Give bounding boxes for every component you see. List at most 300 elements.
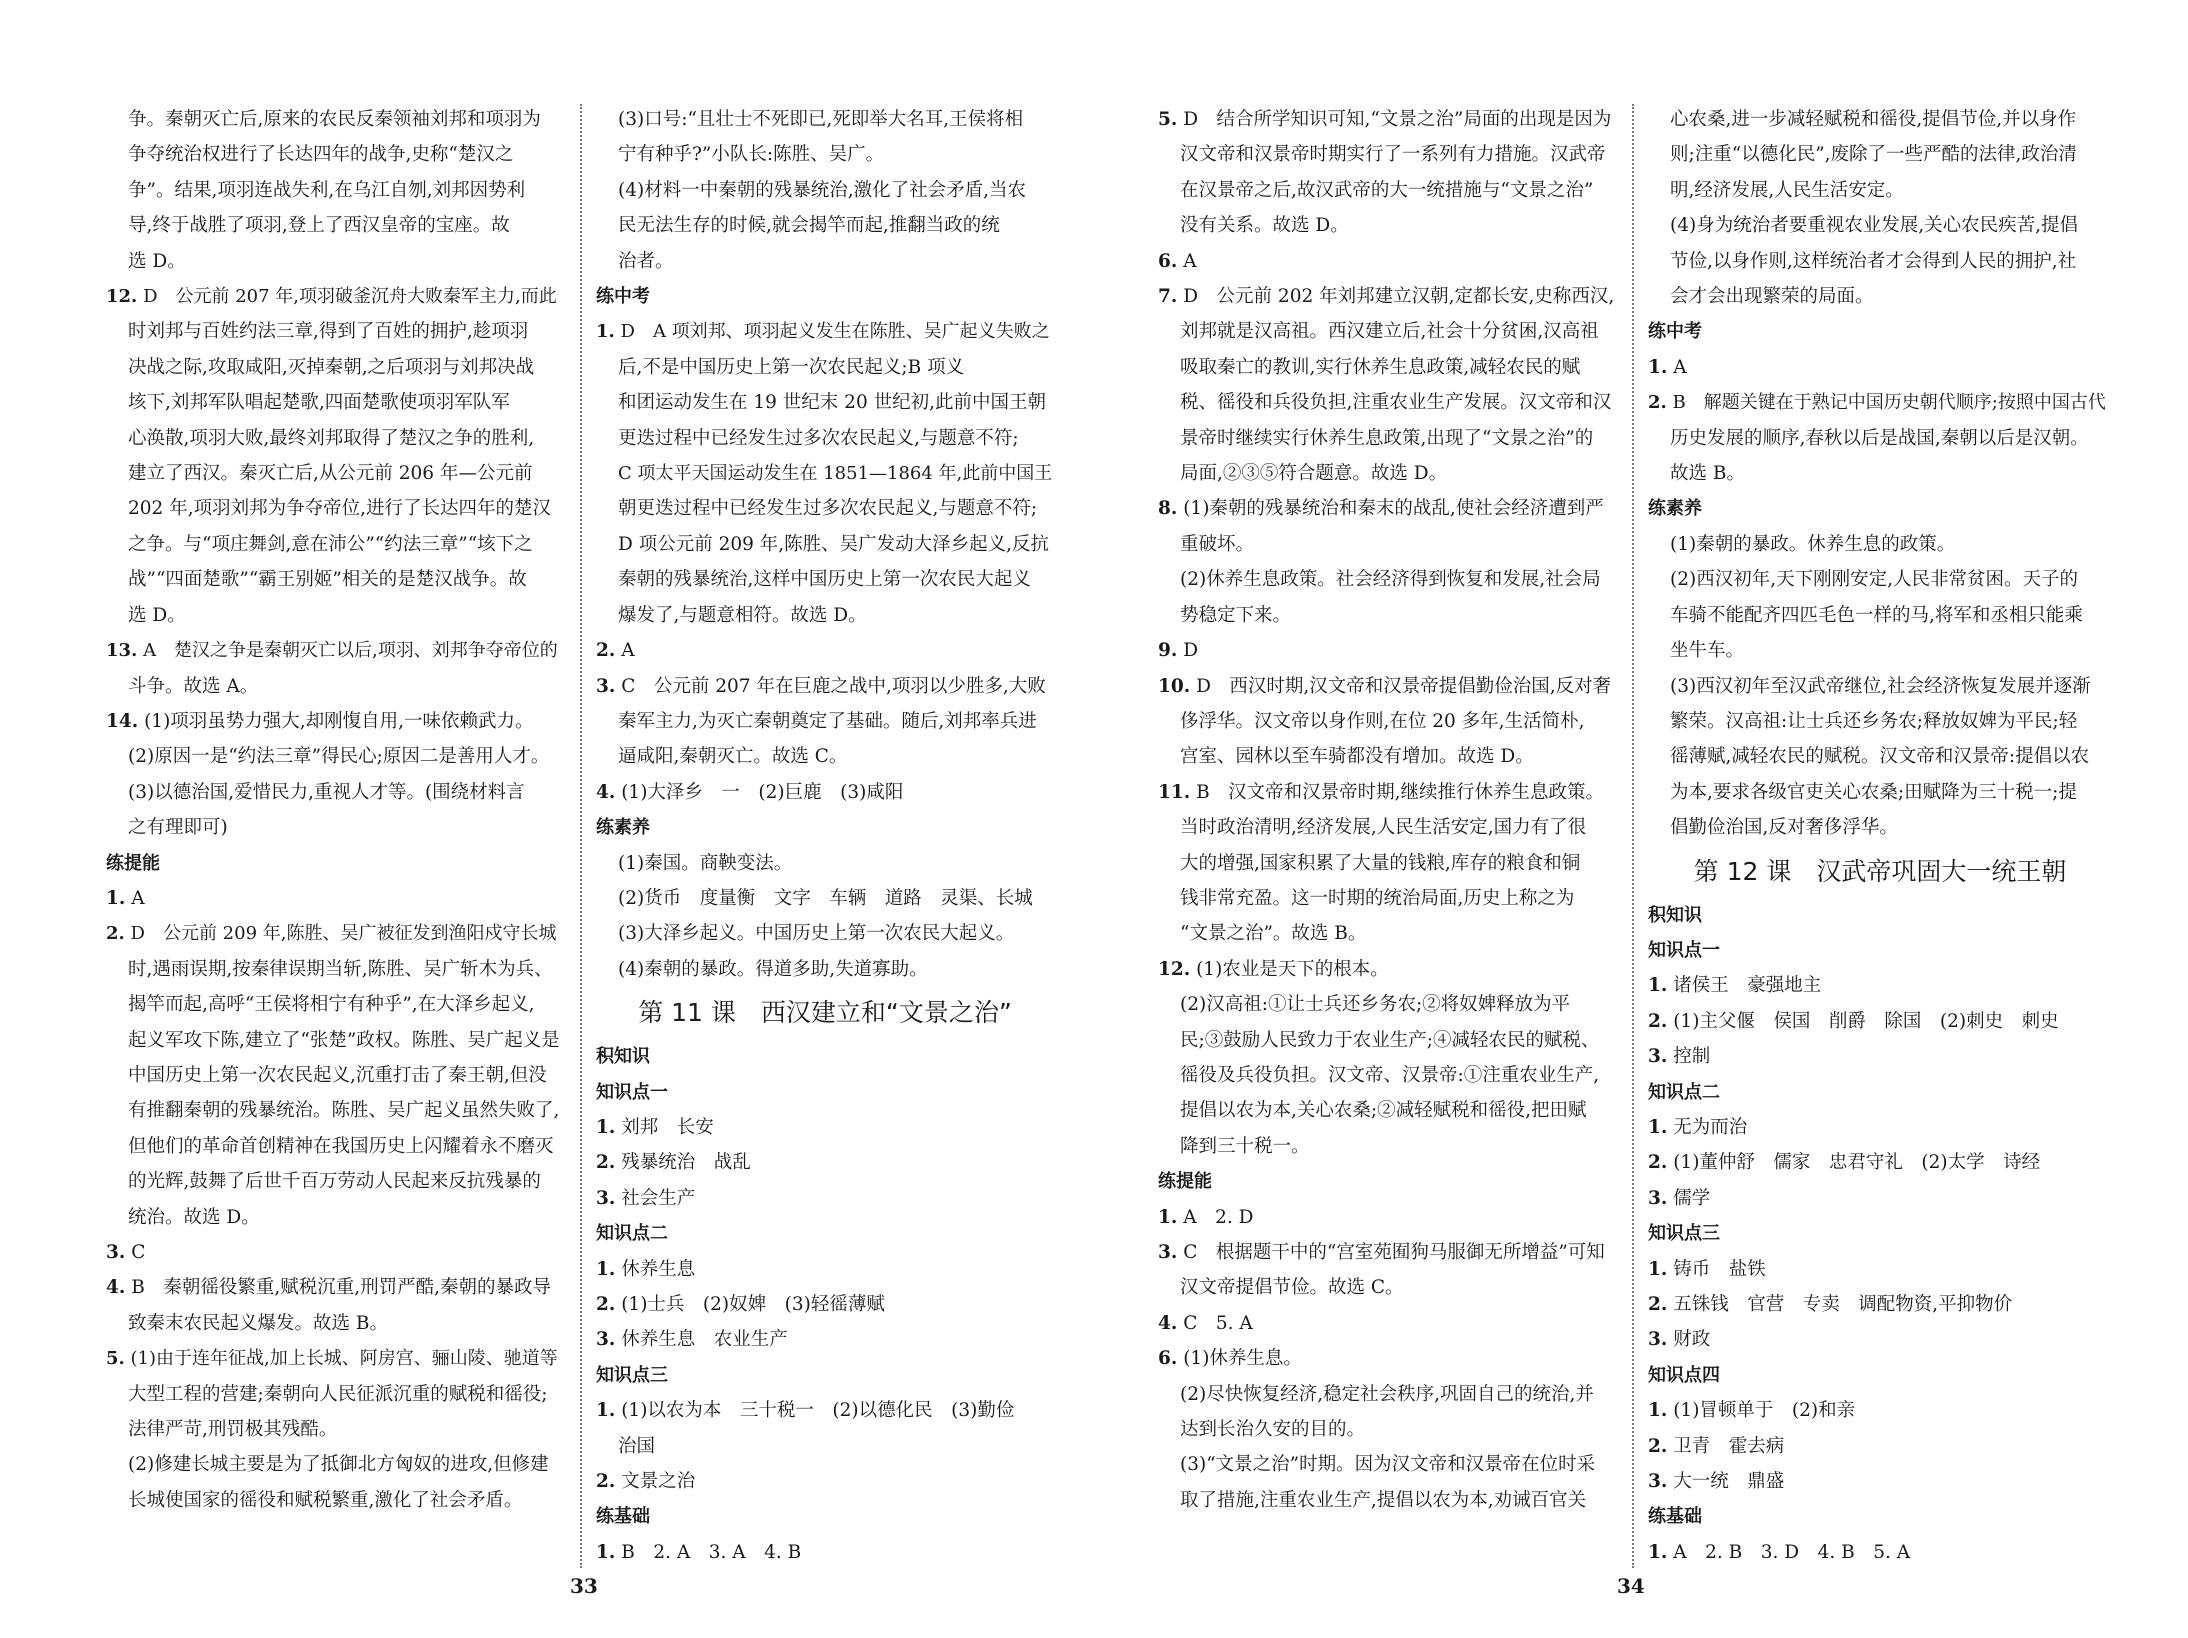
item-number: 1.: [1648, 1400, 1668, 1422]
answer-text: (3)口号:“且壮士不死即已,死即举大名耳,王侯将相: [618, 109, 1024, 130]
answer-text: (1)秦朝的残暴统治和秦末的战乱,使社会经济遭到严: [1183, 498, 1604, 520]
item-number: 3.: [596, 1329, 616, 1351]
answer-text: 卫青 霍去病: [1673, 1435, 1785, 1457]
answer-line: [106, 1483, 564, 1518]
answer-line: [1158, 350, 1616, 385]
answer-line: [1158, 1093, 1616, 1128]
item-number: 3.: [106, 1242, 126, 1263]
answer-text: 则;注重“以德化民”,废除了一些严酷的法律,政治清: [1670, 144, 2077, 166]
answer-text: 治者。: [618, 250, 674, 272]
answer-line: [596, 527, 1054, 562]
item-number: 5.: [1158, 109, 1178, 130]
answer-item: [106, 916, 564, 951]
item-number: 2.: [596, 1471, 616, 1493]
answer-line: [1648, 137, 2112, 172]
answer-text: 时,遇雨误期,按秦律误期当斩,陈胜、吴广斩木为兵、: [128, 958, 553, 980]
answer-text: 车骑不能配齐四匹毛色一样的马,将军和丞相只能乘: [1670, 604, 2083, 626]
answer-text: 节俭,以身作则,这样统治者才会得到人民的拥护,社: [1670, 250, 2077, 272]
answer-text: (2)西汉初年,天下刚刚安定,人民非常贫困。天子的: [1670, 569, 2078, 591]
answer-text: 为本,要求各级官吏关心农桑;田赋降为三十税一;提: [1670, 781, 2077, 803]
item-number: 1.: [1648, 975, 1668, 997]
answer-line: [106, 739, 564, 774]
answer-line: [106, 527, 564, 562]
answer-text: 徭薄赋,减轻农民的赋税。汉文帝和汉景帝:提倡以农: [1670, 746, 2090, 768]
answer-text: (3)大泽乡起义。中国历史上第一次农民大起义。: [618, 923, 1015, 945]
item-number: 1.: [106, 887, 126, 909]
answer-text: 明,经济发展,人民生活安定。: [1670, 179, 1904, 201]
item-number: 13.: [106, 640, 138, 662]
answer-line: [1158, 421, 1616, 456]
answer-text: 统治。故选 D。: [128, 1206, 260, 1228]
answer-item: [596, 1252, 1054, 1287]
item-number: 1.: [1158, 1206, 1178, 1228]
section-heading: 练提能: [106, 852, 160, 874]
item-number: 2.: [596, 1152, 616, 1174]
answer-text: (2)修建长城主要是为了抵御北方匈奴的进攻,但修建: [128, 1454, 549, 1476]
answer-item: [106, 1235, 564, 1270]
answer-text: 法律严苛,刑罚极其残酷。: [128, 1419, 338, 1441]
answer-line: [596, 421, 1054, 456]
answer-line: [1158, 527, 1616, 562]
answer-line: [596, 137, 1054, 172]
answer-text: (2)原因一是“约法三章”得民心;原因二是善用人才。: [128, 746, 550, 768]
answer-line: [596, 739, 1054, 774]
answer-text: 逼咸阳,秦朝灭亡。故选 C。: [618, 746, 848, 768]
answer-text: 垓下,刘邦军队唱起楚歌,四面楚歌使项羽军队军: [128, 392, 510, 414]
answer-text: 但他们的革命首创精神在我国历史上闪耀着永不磨灭: [128, 1135, 554, 1157]
answer-text: A: [621, 640, 635, 662]
answer-text: (1)由于连年征战,加上长城、阿房宫、骊山陵、驰道等: [130, 1348, 558, 1370]
answer-item: [106, 1270, 564, 1305]
answer-line: [1648, 633, 2112, 668]
answer-line: [106, 102, 564, 137]
answer-text: 休养生息 农业生产: [621, 1329, 788, 1351]
answer-text: 无为而治: [1673, 1116, 1748, 1138]
item-number: 2.: [106, 923, 125, 945]
answer-text: 更迭过程中已经发生过多次农民起义,与题意不符;: [618, 427, 1019, 449]
answer-line: [106, 491, 564, 526]
answer-text: 会才会出现繁荣的局面。: [1670, 286, 1874, 308]
answer-line: [1158, 846, 1616, 881]
answer-line: [596, 598, 1054, 633]
answer-line: [1158, 916, 1616, 951]
answer-text: 财政: [1673, 1329, 1711, 1351]
answer-line: [1158, 1058, 1616, 1093]
answer-line: [1158, 810, 1616, 845]
answer-text: 时刘邦与百姓约法三章,得到了百姓的拥护,趁项羽: [128, 321, 529, 343]
answer-text: 残暴统治 战乱: [621, 1152, 751, 1174]
answer-line: [106, 456, 564, 491]
answer-line: [106, 987, 564, 1022]
item-number: 3.: [1648, 1329, 1668, 1351]
section-heading: 知识点一: [596, 1081, 668, 1103]
answer-line: [596, 952, 1054, 987]
answer-line: [1648, 810, 2112, 845]
answer-text: (2)汉高祖:①让士兵还乡务农;②将奴婢释放为平: [1180, 994, 1571, 1016]
answer-item: [1158, 1306, 1616, 1341]
answer-text: 诸侯王 豪强地主: [1673, 975, 1822, 997]
answer-text: 重破坏。: [1180, 533, 1255, 555]
answer-text: 导,终于战胜了项羽,登上了西汉皇帝的宝座。故: [128, 215, 510, 237]
answer-text: 202 年,项羽刘邦为争夺帝位,进行了长达四年的楚汉: [128, 498, 551, 520]
section-heading: 练中考: [1648, 321, 1702, 343]
answer-line: [106, 1164, 564, 1199]
answer-item: [106, 881, 564, 916]
answer-item: [596, 1181, 1054, 1216]
answer-text: 社会生产: [621, 1187, 696, 1209]
answer-text: (1)主父偃 侯国 削爵 除国 (2)刺史 刺史: [1673, 1010, 2059, 1032]
answer-line: [1158, 562, 1616, 597]
item-number: 3.: [1648, 1046, 1668, 1068]
answer-text: (3)以德治国,爱惜民力,重视人才等。(围绕材料言: [128, 781, 525, 803]
answer-line: [596, 385, 1054, 420]
answer-item: [1648, 1287, 2112, 1322]
answer-text: B 2. A 3. A 4. B: [621, 1541, 802, 1563]
answer-item: [106, 633, 564, 668]
answer-line: [596, 916, 1054, 951]
answer-text: (1)农业是天下的根本。: [1196, 958, 1389, 980]
item-number: 3.: [596, 1187, 616, 1209]
answer-line: [596, 1429, 1054, 1464]
answer-item: [596, 1145, 1054, 1180]
item-number: 2.: [1648, 1294, 1668, 1315]
answer-line: [106, 562, 564, 597]
item-number: 5.: [106, 1348, 125, 1370]
answer-line: [106, 1129, 564, 1164]
answer-line: [106, 810, 564, 845]
answer-text: A: [1183, 250, 1197, 272]
answer-line: [1158, 1377, 1616, 1412]
answer-line: [1158, 598, 1616, 633]
answer-line: [1648, 208, 2112, 243]
answer-line: [1158, 1412, 1616, 1447]
answer-text: 钱非常充盈。这一时期的统治局面,历史上称之为: [1180, 887, 1575, 909]
section-heading: 练基础: [1648, 1506, 1702, 1528]
answer-line: [1158, 385, 1616, 420]
item-number: 3.: [1158, 1242, 1178, 1263]
item-number: 1.: [1648, 1541, 1668, 1563]
item-number: 11.: [1158, 781, 1191, 803]
section-heading: 练素养: [1648, 498, 1702, 520]
answer-text: (2)休养生息政策。社会经济得到恢复和发展,社会局: [1180, 569, 1601, 591]
answer-item: [1158, 1235, 1616, 1270]
item-number: 4.: [1158, 1312, 1178, 1334]
answer-text: 秦军主力,为灭亡秦朝奠定了基础。随后,刘邦率兵进: [618, 710, 1037, 732]
answer-text: 争夺统治权进行了长达四年的战争,史称“楚汉之: [128, 144, 514, 166]
answer-text: D 项公元前 209 年,陈胜、吴广发动大泽乡起义,反抗: [618, 533, 1050, 555]
answer-line: [106, 350, 564, 385]
answer-text: 的光辉,鼓舞了后世千百万劳动人民起来反抗残暴的: [128, 1171, 541, 1193]
answer-text: (2)尽快恢复经济,稳定社会秩序,巩固自己的统治,并: [1180, 1383, 1594, 1405]
item-number: 1.: [596, 1400, 616, 1422]
answer-line: [596, 846, 1054, 881]
answer-item: [106, 1341, 564, 1376]
answer-item: [596, 669, 1054, 704]
answer-item: [596, 1110, 1054, 1145]
answer-text: C 项太平天国运动发生在 1851—1864 年,此前中国王: [618, 463, 1053, 485]
column-divider: [1632, 104, 1634, 1568]
answer-line: [596, 491, 1054, 526]
answer-text: 有推翻秦朝的残暴统治。陈胜、吴广起义虽然失败了,: [128, 1100, 560, 1122]
answer-line: [1648, 279, 2112, 314]
answer-line: [596, 704, 1054, 739]
answer-text: 争。秦朝灭亡后,原来的农民反秦领袖刘邦和项羽为: [128, 109, 541, 130]
answer-item: [1648, 1004, 2112, 1039]
answer-line: [106, 1377, 564, 1412]
answer-text: 吸取秦亡的教训,实行休养生息政策,减轻农民的赋: [1180, 356, 1581, 378]
item-number: 6.: [1158, 1348, 1178, 1370]
answer-item: [1158, 669, 1616, 704]
answer-line: [596, 350, 1054, 385]
answer-text: 景帝时继续实行休养生息政策,出现了“文景之治”的: [1180, 427, 1594, 449]
answer-text: 决战之际,攻取咸阳,灭掉秦朝,之后项羽与刘邦决战: [128, 356, 535, 378]
column-right-page-1: [1158, 102, 1616, 1572]
answer-text: (1)秦朝的暴政。休养生息的政策。: [1670, 533, 1956, 555]
answer-line: [1158, 1129, 1616, 1164]
item-number: 1.: [1648, 356, 1668, 378]
answer-text: 控制: [1673, 1046, 1711, 1068]
answer-item: [1648, 1535, 2112, 1570]
answer-text: C 公元前 207 年在巨鹿之战中,项羽以少胜多,大败: [621, 675, 1046, 697]
answer-text: D 西汉时期,汉文帝和汉景帝提倡勤俭治国,反对奢: [1196, 675, 1612, 697]
answer-line: [596, 562, 1054, 597]
answer-line: [106, 385, 564, 420]
answer-text: (3)“文景之治”时期。因为汉文帝和汉景帝在位时采: [1180, 1454, 1596, 1476]
answer-line: [596, 881, 1054, 916]
section-heading: 积知识: [1648, 904, 1702, 926]
answer-text: A 楚汉之争是秦朝灭亡以后,项羽、刘邦争夺帝位的: [143, 640, 558, 662]
answer-line: [1648, 669, 2112, 704]
answer-item: [1158, 775, 1616, 810]
answer-text: (1)大泽乡 一 (2)巨鹿 (3)咸阳: [621, 781, 904, 803]
answer-line: [106, 137, 564, 172]
answer-text: 心涣散,项羽大败,最终刘邦取得了楚汉之争的胜利,: [128, 427, 535, 449]
answer-line: [106, 775, 564, 810]
answer-text: D 公元前 202 年刘邦建立汉朝,定都长安,史称西汉,: [1183, 286, 1615, 308]
item-number: 6.: [1158, 250, 1178, 272]
section-heading: 积知识: [596, 1046, 650, 1068]
answer-item: [1648, 968, 2112, 1003]
answer-text: 选 D。: [128, 604, 186, 626]
answer-text: 降到三十税一。: [1180, 1135, 1310, 1157]
item-number: 12.: [1158, 958, 1191, 980]
answer-text: 在汉景帝之后,故汉武帝的大一统措施与“文景之治”: [1180, 179, 1594, 201]
answer-text: 中国历史上第一次农民起义,沉重打击了秦王朝,但没: [128, 1064, 547, 1086]
answer-item: [1648, 1464, 2112, 1499]
answer-text: B 汉文帝和汉景帝时期,继续推行休养生息政策。: [1196, 781, 1605, 803]
answer-text: (4)秦朝的暴政。得道多助,失道寡助。: [618, 958, 928, 980]
answer-text: (1)以农为本 三十税一 (2)以德化民 (3)勤俭: [621, 1400, 1015, 1422]
answer-item: [1648, 1110, 2112, 1145]
answer-line: [596, 208, 1054, 243]
answer-line: [596, 173, 1054, 208]
answer-line: [106, 208, 564, 243]
answer-text: (1)休养生息。: [1183, 1348, 1302, 1370]
section-heading: 知识点一: [1648, 939, 1720, 961]
answer-item: [1648, 1252, 2112, 1287]
answer-text: A 2. D: [1183, 1206, 1254, 1228]
answer-line: [106, 1058, 564, 1093]
item-number: 4.: [596, 781, 616, 803]
answer-line: [106, 1306, 564, 1341]
answer-text: 秦朝的残暴统治,这样中国历史上第一次农民大起义: [618, 569, 1031, 591]
answer-line: [1648, 598, 2112, 633]
answer-text: B 秦朝徭役繁重,赋税沉重,刑罚严酷,秦朝的暴政导: [131, 1277, 551, 1299]
answer-item: [596, 633, 1054, 668]
item-number: 2.: [1648, 392, 1667, 414]
answer-text: (4)材料一中秦朝的残暴统治,激化了社会矛盾,当农: [618, 179, 1026, 201]
answer-line: [1158, 208, 1616, 243]
answer-item: [1648, 1322, 2112, 1357]
item-number: 2.: [596, 640, 616, 662]
answer-line: [106, 1200, 564, 1235]
answer-item: [1648, 1145, 2112, 1180]
answer-line: [106, 669, 564, 704]
item-number: 3.: [1648, 1471, 1668, 1493]
answer-item: [1648, 1393, 2112, 1428]
answer-text: 历史发展的顺序,春秋以后是战国,秦朝以后是汉朝。: [1670, 427, 2089, 449]
answer-line: [1158, 456, 1616, 491]
answer-line: [106, 1447, 564, 1482]
item-number: 7.: [1158, 286, 1178, 308]
answer-item: [1648, 385, 2112, 420]
answer-text: 宫室、园林以至车骑都没有增加。故选 D。: [1180, 746, 1534, 768]
answer-text: C 根据题干中的“宫室苑囿狗马服御无所增益”可知: [1183, 1242, 1605, 1263]
answer-line: [1158, 987, 1616, 1022]
answer-text: 大一统 鼎盛: [1673, 1471, 1785, 1493]
answer-item: [1648, 1429, 2112, 1464]
lesson-title: 第 12 课 汉武帝巩固大一统王朝: [1693, 856, 2067, 886]
answer-line: [1158, 1483, 1616, 1518]
item-number: 1.: [596, 1116, 616, 1138]
answer-text: 民无法生存的时候,就会揭竿而起,推翻当政的统: [618, 215, 1000, 237]
answer-text: 汉文帝提倡节俭。故选 C。: [1180, 1277, 1404, 1299]
item-number: 1.: [596, 321, 615, 343]
item-number: 1.: [596, 1258, 616, 1280]
answer-item: [106, 279, 564, 314]
answer-line: [106, 421, 564, 456]
answer-item: [596, 1287, 1054, 1322]
answer-item: [1158, 102, 1616, 137]
answer-text: (4)身为统治者要重视农业发展,关心农民疾苦,提倡: [1670, 215, 2078, 237]
answer-text: 大的增强,国家积累了大量的钱粮,库存的粮食和铜: [1180, 852, 1581, 874]
answer-item: [1158, 1341, 1616, 1376]
answer-item: [596, 314, 1054, 349]
item-number: 9.: [1158, 640, 1178, 662]
answer-line: [106, 244, 564, 279]
answer-text: 铸币 盐铁: [1673, 1258, 1766, 1280]
answer-line: [1648, 527, 2112, 562]
item-number: 3.: [596, 675, 616, 697]
section-heading: 知识点四: [1648, 1364, 1720, 1386]
answer-text: D 公元前 209 年,陈胜、吴广被征发到渔阳戍守长城: [130, 923, 557, 945]
answer-text: 选 D。: [128, 250, 186, 272]
answer-item: [1158, 633, 1616, 668]
answer-line: [106, 952, 564, 987]
answer-line: [1158, 1023, 1616, 1058]
answer-text: D: [1183, 640, 1199, 662]
item-number: 4.: [106, 1277, 126, 1299]
answer-text: (1)士兵 (2)奴婢 (3)轻徭薄赋: [621, 1294, 885, 1315]
answer-line: [1158, 173, 1616, 208]
page-number-left: 33: [570, 1574, 598, 1598]
answer-line: [106, 173, 564, 208]
answer-text: 揭竿而起,高呼“王侯将相宁有种乎”,在大泽乡起义,: [128, 994, 535, 1016]
answer-text: 徭役及兵役负担。汉文帝、汉景帝:①注重农业生产,: [1180, 1064, 1600, 1086]
item-number: 2.: [596, 1294, 616, 1315]
section-heading: 知识点三: [596, 1364, 668, 1386]
answer-text: 宁有种乎?”小队长:陈胜、吴广。: [618, 144, 885, 166]
answer-item: [596, 1464, 1054, 1499]
item-number: 8.: [1158, 498, 1178, 520]
answer-text: 税、徭役和兵役负担,注重农业生产发展。汉文帝和汉: [1180, 392, 1612, 414]
answer-item: [1648, 1039, 2112, 1074]
answer-line: [1648, 173, 2112, 208]
answer-text: 致秦末农民起义爆发。故选 B。: [128, 1312, 388, 1334]
answer-line: [596, 244, 1054, 279]
section-heading: 知识点二: [1648, 1081, 1720, 1103]
answer-line: [1158, 1270, 1616, 1305]
section-heading: 练中考: [596, 286, 650, 308]
column-divider: [580, 104, 582, 1568]
answer-text: A: [1673, 356, 1687, 378]
answer-line: [106, 1023, 564, 1058]
answer-item: [596, 1393, 1054, 1428]
column-right-page-2: [1648, 102, 2112, 1572]
answer-text: 之争。与“项庄舞剑,意在沛公”“约法三章”“垓下之: [128, 533, 533, 555]
answer-text: 当时政治清明,经济发展,人民生活安定,国力有了很: [1180, 817, 1587, 839]
answer-item: [1158, 279, 1616, 314]
answer-text: 朝更迭过程中已经发生过多次农民起义,与题意不符;: [618, 498, 1038, 520]
answer-item: [596, 1322, 1054, 1357]
answer-text: A 2. B 3. D 4. B 5. A: [1673, 1541, 1911, 1563]
answer-text: (1)项羽虽势力强大,却刚愎自用,一味依赖武力。: [144, 710, 534, 732]
answer-text: D 结合所学知识可知,“文景之治”局面的出现是因为: [1183, 109, 1612, 130]
answer-line: [1158, 1447, 1616, 1482]
answer-text: “文景之治”。故选 B。: [1180, 923, 1367, 945]
answer-text: 儒学: [1673, 1187, 1711, 1209]
answer-line: [1158, 881, 1616, 916]
answer-item: [1158, 491, 1616, 526]
answer-text: 刘邦 长安: [621, 1116, 714, 1138]
answer-item: [1648, 350, 2112, 385]
answer-text: (1)董仲舒 儒家 忠君守礼 (2)太学 诗经: [1673, 1152, 2041, 1174]
answer-text: 繁荣。汉高祖:让士兵还乡务农;释放奴婢为平民;轻: [1670, 710, 2078, 732]
answer-line: [1648, 775, 2112, 810]
answer-item: [1648, 1181, 2112, 1216]
answer-text: 取了措施,注重农业生产,提倡以农为本,劝诫百官关: [1180, 1489, 1587, 1511]
answer-item: [1158, 244, 1616, 279]
answer-text: 刘邦就是汉高祖。西汉建立后,社会十分贫困,汉高祖: [1180, 321, 1599, 343]
column-left-page-1: [106, 102, 564, 1572]
answer-item: [1158, 1200, 1616, 1235]
answer-item: [106, 704, 564, 739]
answer-text: 后,不是中国历史上第一次农民起义;B 项义: [618, 356, 965, 378]
item-number: 14.: [106, 710, 139, 732]
answer-line: [106, 598, 564, 633]
answer-line: [1648, 704, 2112, 739]
item-number: 1.: [596, 1541, 616, 1563]
answer-line: [106, 314, 564, 349]
answer-text: 爆发了,与题意相符。故选 D。: [618, 604, 867, 626]
answer-text: (2)货币 度量衡 文字 车辆 道路 灵渠、长城: [618, 887, 1033, 909]
answer-text: 斗争。故选 A。: [128, 675, 259, 697]
section-heading: 知识点二: [596, 1223, 668, 1245]
answer-text: A: [131, 887, 145, 909]
answer-text: 提倡以农为本,关心农桑;②减轻赋税和徭役,把田赋: [1180, 1100, 1587, 1122]
answer-line: [1648, 456, 2112, 491]
answer-text: 坐牛车。: [1670, 640, 1745, 662]
